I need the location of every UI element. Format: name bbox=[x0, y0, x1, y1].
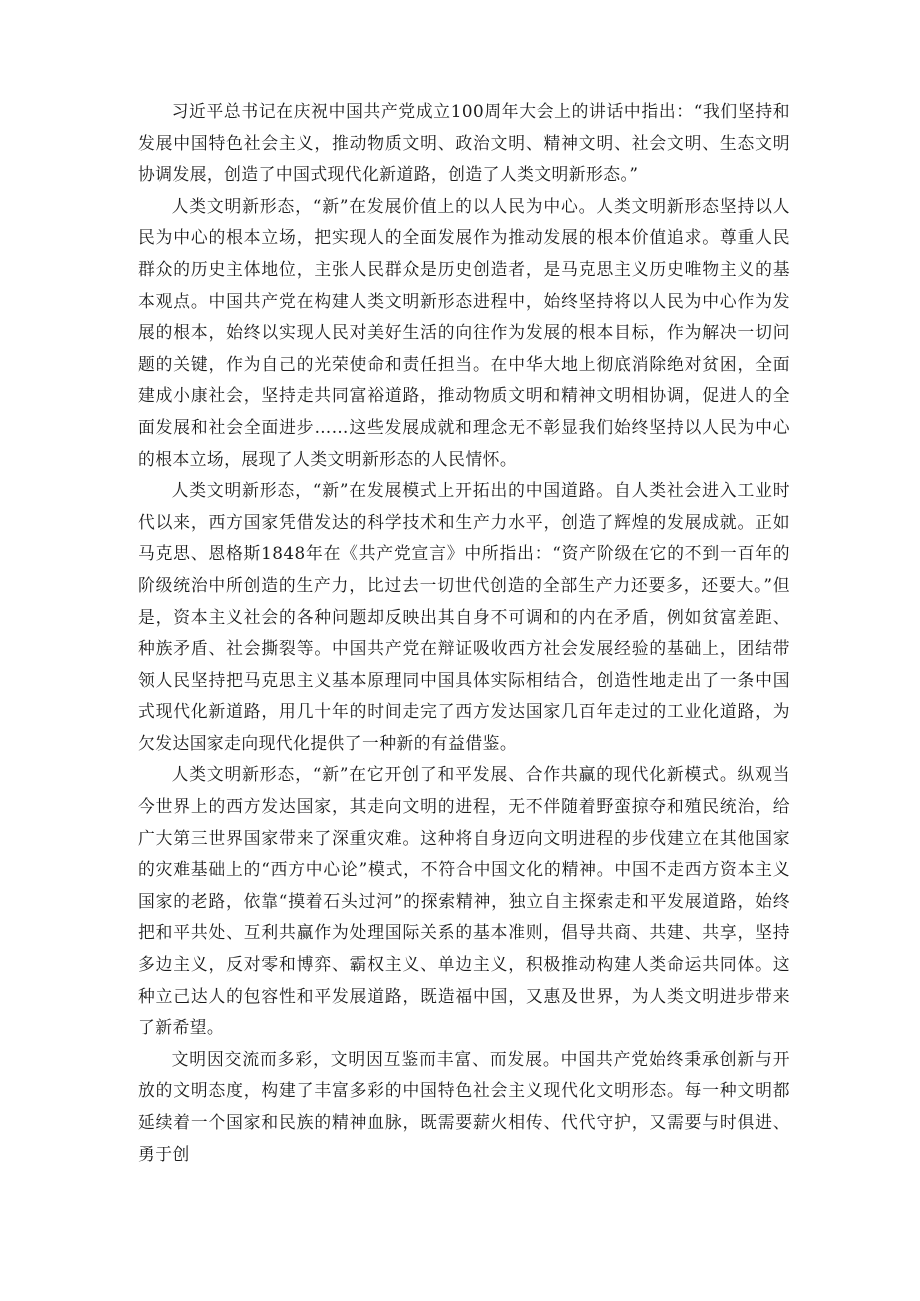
paragraph: 人类文明新形态，“新”在它开创了和平发展、合作共赢的现代化新模式。纵观当今世界上的西方发达国家，其走向文明的进程，无不伴随着野蛮掠夺和殖民统治，给广大第三世界国家带来了深重灾难。这种将自身迈向文明进程的步伐建立在其他国家的灾难基础上的“西方中心论”模式，不符合中国文化的精神。中国不走西方资本主义国家的老路，依靠“摸着石头过河”的探索精神，独立自主探索走和平发展道路，始终把和平共处、互利共赢作为处理国际关系的基本准则，倡导共商、共建、共享，坚持多边主义，反对零和博弈、霸权主义、单边主义，积极推动构建人类命运共同体。这种立己达人的包容性和平发展道路，既造福中国，又惠及世界，为人类文明进步带来了新希望。 bbox=[138, 764, 790, 1038]
paragraph: 文明因交流而多彩，文明因互鉴而丰富、而发展。中国共产党始终秉承创新与开放的文明态度，构建了丰富多彩的中国特色社会主义现代化文明形态。每一种文明都延续着一个国家和民族的精神血脉，既需要薪火相传、代代守护，又需要与时俱进、勇于创 bbox=[138, 1048, 790, 1164]
paragraph: 人类文明新形态，“新”在发展价值上的以人民为中心。人类文明新形态坚持以人民为中心的根本立场，把实现人的全面发展作为推动发展的根本价值追求。尊重人民群众的历史主体地位，主张人民群众是历史创造者，是马克思主义历史唯物主义的基本观点。中国共产党在构建人类文明新形态进程中，始终坚持将以人民为中心作为发展的根本，始终以实现人民对美好生活的向往作为发展的根本目标，作为解决一切问题的关键，作为自己的光荣使命和责任担当。在中华大地上彻底消除绝对贫困，全面建成小康社会，坚持走共同富裕道路，推动物质文明和精神文明相协调，促进人的全面发展和社会全面进步……这些发展成就和理念无不彰显我们始终坚持以人民为中心的根本立场，展现了人类文明新形态的人民情怀。 bbox=[138, 195, 790, 469]
paragraph: 人类文明新形态，“新”在发展模式上开拓出的中国道路。自人类社会进入工业时代以来，西方国家凭借发达的科学技术和生产力水平，创造了辉煌的发展成就。正如马克思、恩格斯1848年在《共产党宣言》中所指出：“资产阶级在它的不到一百年的阶级统治中所创造的生产力，比过去一切世代创造的全部生产力还要多，还要大。”但是，资本主义社会的各种问题却反映出其自身不可调和的内在矛盾，例如贫富差距、种族矛盾、社会撕裂等。中国共产党在辩证吸收西方社会发展经验的基础上，团结带领人民坚持把马克思主义基本原理同中国具体实际相结合，创造性地走出了一条中国式现代化新道路，用几十年的时间走完了西方发达国家几百年走过的工业化道路，为欠发达国家走向现代化提供了一种新的有益借鉴。 bbox=[138, 480, 790, 753]
document-body bbox=[138, 96, 790, 1170]
paragraph: 习近平总书记在庆祝中国共产党成立100周年大会上的讲话中指出：“我们坚持和发展中国特色社会主义，推动物质文明、政治文明、精神文明、社会文明、生态文明协调发展，创造了中国式现代化新道路，创造了人类文明新形态。” bbox=[138, 101, 790, 185]
